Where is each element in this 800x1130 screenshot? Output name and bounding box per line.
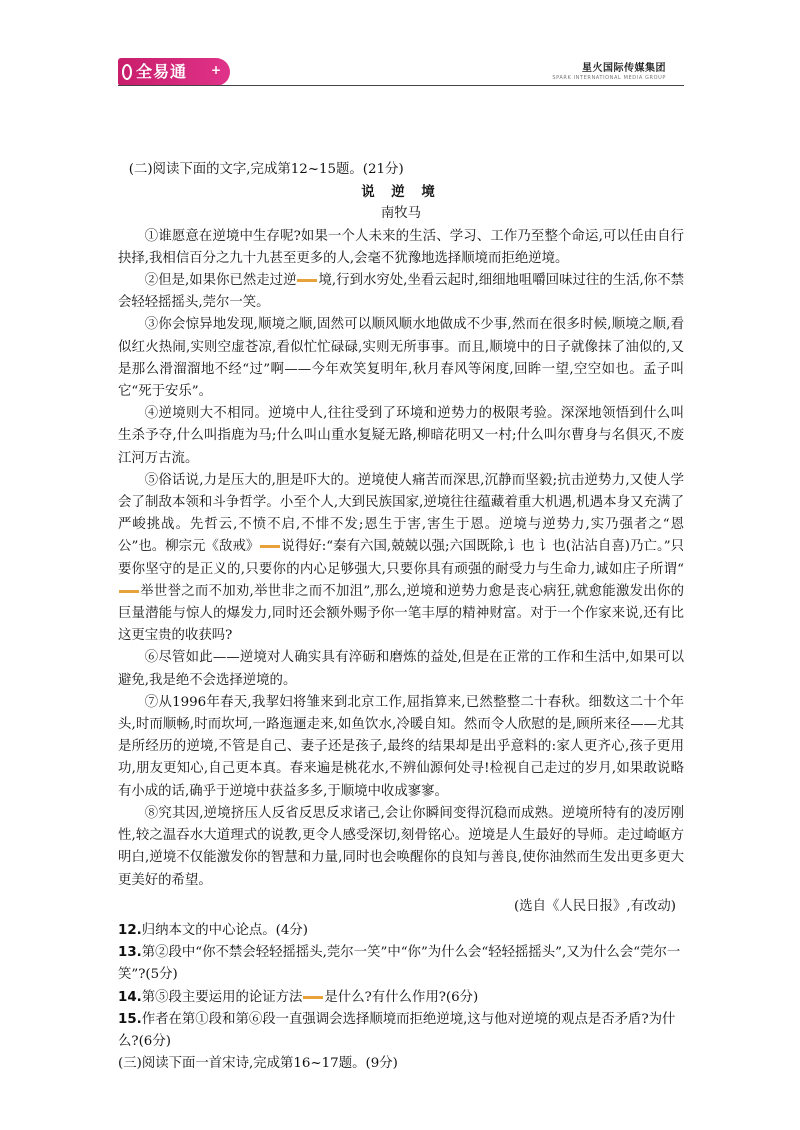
paragraph-6: ⑥尽管如此——逆境对人确实具有淬砺和磨炼的益处,但是在正常的工作和生活中,如果可以避免,我是绝不会选择逆境的。 bbox=[118, 650, 684, 688]
section-3-instruction: (三)阅读下面一首宋诗,完成第16~17题。(9分) bbox=[118, 1056, 398, 1072]
paragraph-1: ①谁愿意在逆境中生存呢?如果一个人未来的生活、学习、工作乃至整个命运,可以任由自行抉择,我相信百分之九十九甚至更多的人,会毫不犹豫地选择顺境而拒绝逆境。 bbox=[118, 228, 684, 266]
paragraph-8: ⑧究其因,逆境挤压人反省反思反求诸己,会让你瞬间变得沉稳而成熟。逆境所特有的凌厉刚性,较之温吞水大道理式的说教,更令人感受深切,刻骨铭心。逆境是人生最好的导师。走过崎岖方明白,逆境不仅能激发你的智慧和力量,同时也会唤醒你的良知与善良,使你油然而生发出更多更大更美好的希望。 bbox=[118, 805, 684, 888]
page-content bbox=[118, 159, 684, 1075]
article-author: 南牧马 bbox=[380, 206, 422, 222]
paragraph-7: ⑦从1996年春天,我挈妇将雏来到北京工作,屈指算来,已然整整二十春秋。细数这二十个年头,时而顺畅,时而坎坷,一路迤逦走来,如鱼饮水,冷暖自知。然而令人欣慰的是,顾所来径——尤其是所经历的逆境,不管是自己、妻子还是孩子,最终的结果却是出乎意料的:家人更齐心,孩子更用功,朋友更知心,自己更本真。春来遍是桃花水,不辨仙源何处寻!检视自己走过的岁月,如果敢说略有小成的话,确乎于逆境中获益多多,于顺境中收成寥寥。 bbox=[118, 694, 684, 799]
section-instruction: (二)阅读下面的文字,完成第12~15题。(21分) bbox=[128, 162, 404, 177]
highlight-mark bbox=[297, 279, 317, 282]
article-title: 说 逆 境 bbox=[361, 184, 441, 201]
paragraph-2: ②但是,如果你已然走过逆 境,行到水穷处,坐看云起时,细细地咀嚼回味过往的生活,你不禁会轻轻摇摇头,莞尔一笑。 bbox=[118, 273, 684, 311]
question-12: 12.归纳本文的中心论点。(4分) bbox=[118, 922, 308, 938]
publisher-name: 星火国际传媒集团 bbox=[582, 63, 666, 74]
question-15: 15.作者在第①段和第⑥段一直强调会选择顺境而拒绝逆境,这与他对逆境的观点是否矛盾?为什么?(6分) bbox=[118, 1011, 676, 1049]
header-divider bbox=[118, 85, 684, 86]
paragraph-5: ⑤俗话说,力是压大的,胆是吓大的。逆境使人痛苦而深思,沉静而坚毅;抗击逆势力,又使人学会了制敌本领和斗争哲学。小至个人,大到民族国家,逆境往往蕴藏着重大机遇,机遇本身又充满了严峻挑战。先哲云,不愤不启,不悱不发;恩生于害,害生于恩。逆境与逆势力,实乃强者之“恩公”也。柳宗元《敌戒》 说得好:“秦有六国,兢兢以强;六国既除,讠也 讠也(沾沾自喜)乃亡。”只要你坚守的是正义的,只要你的内心足够强大,只要你具有顽强的耐受力与生命力,诚如庄子所谓“举世誉之而不加劝,举世非之而不加沮”,那么,逆境和逆势力愈是丧心病狂,就愈能激发出你的巨量潜能与惊人的爆发力,同时还会额外赐予你一笔丰厚的精神财富。对于一个作家来说,还有比这更宝贵的收获吗? bbox=[118, 472, 684, 644]
logo-text: 全易通 bbox=[136, 62, 188, 81]
logo-plus-icon: + bbox=[210, 63, 222, 77]
logo-swirl-icon bbox=[122, 64, 132, 80]
paragraph-4: ④逆境则大不相同。逆境中人,往往受到了环境和逆势力的极限考验。深深地领悟到什么叫生杀予夺,什么叫指鹿为马;什么叫山重水复疑无路,柳暗花明又一村;什么叫尔曹身与名俱灭,不废江河万古流。 bbox=[118, 406, 684, 466]
article-source: (选自《人民日报》,有改动) bbox=[513, 898, 676, 914]
highlight-mark bbox=[119, 590, 139, 593]
question-13: 13.第②段中“你不禁会轻轻摇摇头,莞尔一笑”中“你”为什么会“轻轻摇摇头”,又为什么会“莞尔一笑”?(5分) bbox=[118, 945, 681, 983]
publisher-name-en: SPARK INTERNATIONAL MEDIA GROUP bbox=[552, 75, 666, 81]
highlight-mark bbox=[303, 996, 323, 999]
paragraph-3: ③你会惊异地发现,顺境之顺,固然可以顺风顺水地做成不少事,然而在很多时候,顺境之顺,看似红火热闹,实则空虚苍凉,看似忙忙碌碌,实则无所事事。而且,顺境中的日子就像抹了油似的,又是那么滑溜溜地不经“过”啊——今年欢笑复明年,秋月春风等闲度,回眸一望,空空如也。孟子叫它“死于安乐”。 bbox=[118, 317, 684, 400]
highlight-mark bbox=[260, 545, 280, 548]
publisher-brand bbox=[552, 59, 666, 81]
page-header bbox=[118, 54, 684, 88]
brand-logo bbox=[118, 58, 230, 86]
question-14: 14.第⑤段主要运用的论证方法 是什么?有什么作用?(6分) bbox=[118, 989, 479, 1005]
